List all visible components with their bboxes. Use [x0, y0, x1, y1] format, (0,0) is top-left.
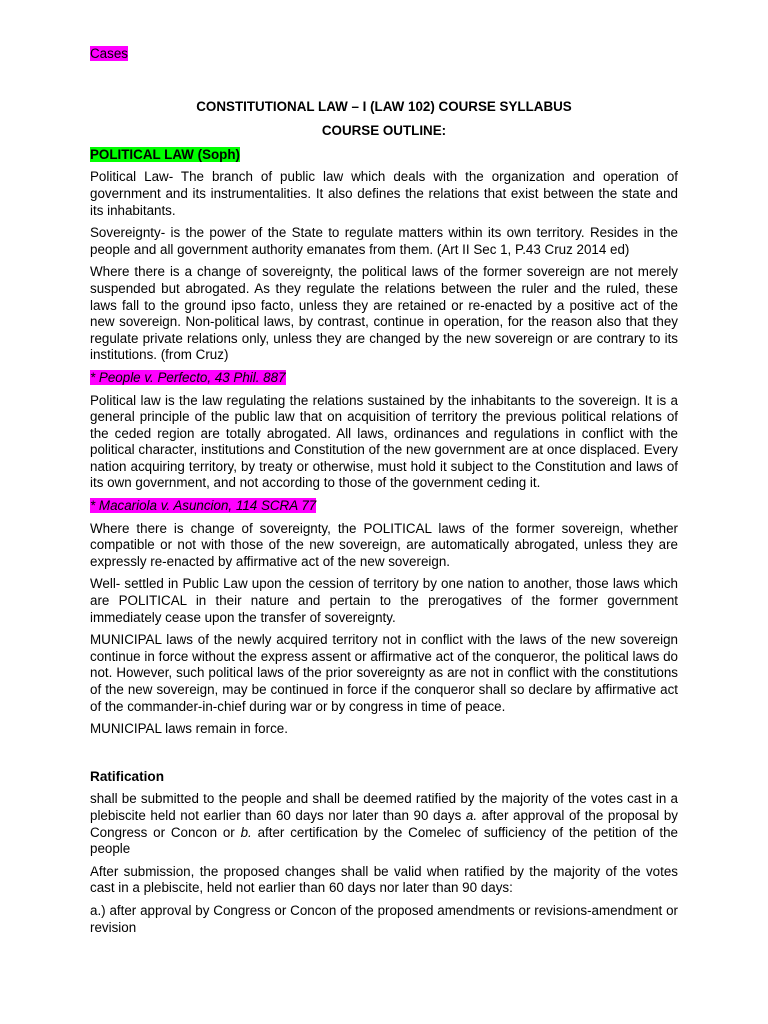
paragraph-ratification-item-a: a.) after approval by Congress or Concon of the proposed amendments or revisions-amendment or revision — [90, 902, 678, 935]
ratification-text-part-2: after approval of the proposal by Congress or Concon or — [90, 807, 679, 840]
paragraph-political-laws-abrogated: Where there is change of sovereignty, the POLITICAL laws of the former sovereign, whether compatible or not with those of the new sovereign, are automatically abrogated, unless they are expressly re-enacted by affirmative act of the new sovereign. — [90, 520, 678, 569]
case-citation-people-v-perfecto: * People v. Perfecto, 43 Phil. 887 — [90, 369, 286, 385]
section-spacer — [90, 744, 678, 769]
document-page — [90, 46, 678, 942]
paragraph-ratification-validity: After submission, the proposed changes shall be valid when ratified by the majority of the votes cast in a plebiscite, held not earlier than 60 days nor later than 90 days: — [90, 863, 678, 896]
paragraph-municipal-laws: MUNICIPAL laws of the newly acquired territory not in conflict with the laws of the new sovereign continue in force without the express assent or affirmative act of the conqueror, the political laws do not. However, such political laws of the prior sovereignty as are not in conflict with the constitutions of the new sovereign, may be continued in force if the conqueror shall so declare by affirmative act of the commander-in-chief during war or by congress in time of peace. — [90, 632, 678, 714]
cases-tag: Cases — [90, 46, 128, 61]
cases-tag-row — [90, 46, 678, 63]
case-citation-row — [90, 498, 678, 515]
paragraph-sovereignty-definition: Sovereignty- is the power of the State to regulate matters within its own territory. Resides in the people and all government authority emanates from them. (Art II Sec 1, P.43 Cruz 2014 ed) — [90, 225, 678, 257]
ratification-marker-b: b. — [240, 824, 252, 840]
political-law-heading-row — [90, 147, 678, 164]
case-citation-row — [90, 370, 678, 387]
document-subtitle: COURSE OUTLINE: — [321, 123, 447, 139]
ratification-marker-a: a. — [465, 807, 478, 823]
ratification-text-part-1: shall be submitted to the people and shall be deemed ratified by the majority of the votes cast in a plebiscite held not earlier than 60 days nor later than 90 days — [90, 791, 678, 823]
paragraph-people-v-perfecto: Political law is the law regulating the relations sustained by the inhabitants to the sovereign. It is a general principle of the public law that on acquisition of territory the previous political relations of the ceded region are totally abrogated. All laws, ordinances and regulations in conflict with the political character, institutions and Constitution of the new government are at once displaced. Every nation acquiring territory, by treaty or otherwise, must hold it subject to the Constitution and laws of its own government, and not according to those of the government ceding it. — [90, 392, 678, 491]
case-citation-macariola-v-asuncion: * Macariola v. Asuncion, 114 SCRA 77 — [90, 498, 317, 514]
ratification-heading: Ratification — [90, 768, 165, 784]
paragraph-political-law-definition: Political Law- The branch of public law which deals with the organization and operation of government and its instrumentalities. It also defines the relations that exist between the state and its inhabitants. — [90, 169, 678, 218]
ratification-text-part-3: after certification by the Comelec of sufficiency of the petition of the people — [90, 824, 678, 857]
political-law-heading: POLITICAL LAW (Soph) — [90, 146, 241, 162]
paragraph-cession-of-territory: Well- settled in Public Law upon the cession of territory by one nation to another, those laws which are POLITICAL in their nature and pertain to the prerogatives of the former government immediately cease upon the transfer of sovereignty. — [90, 576, 678, 625]
paragraph-change-of-sovereignty: Where there is a change of sovereignty, the political laws of the former sovereign are not merely suspended but abrogated. As they regulate the relations between the ruler and the ruled, these laws fall to the ground ipso facto, unless they are retained or re-enacted by a positive act of the new sovereign. Non-political laws, by contrast, continue in operation, for the reason also that they regulate private relations only, unless they are changed by the new sovereign or are contrary to its institutions. (from Cruz) — [90, 264, 678, 363]
document-title: CONSTITUTIONAL LAW – I (LAW 102) COURSE SYLLABUS — [196, 98, 572, 114]
paragraph-municipal-laws-remain: MUNICIPAL laws remain in force. — [90, 721, 288, 737]
paragraph-ratification-submission — [90, 791, 678, 857]
